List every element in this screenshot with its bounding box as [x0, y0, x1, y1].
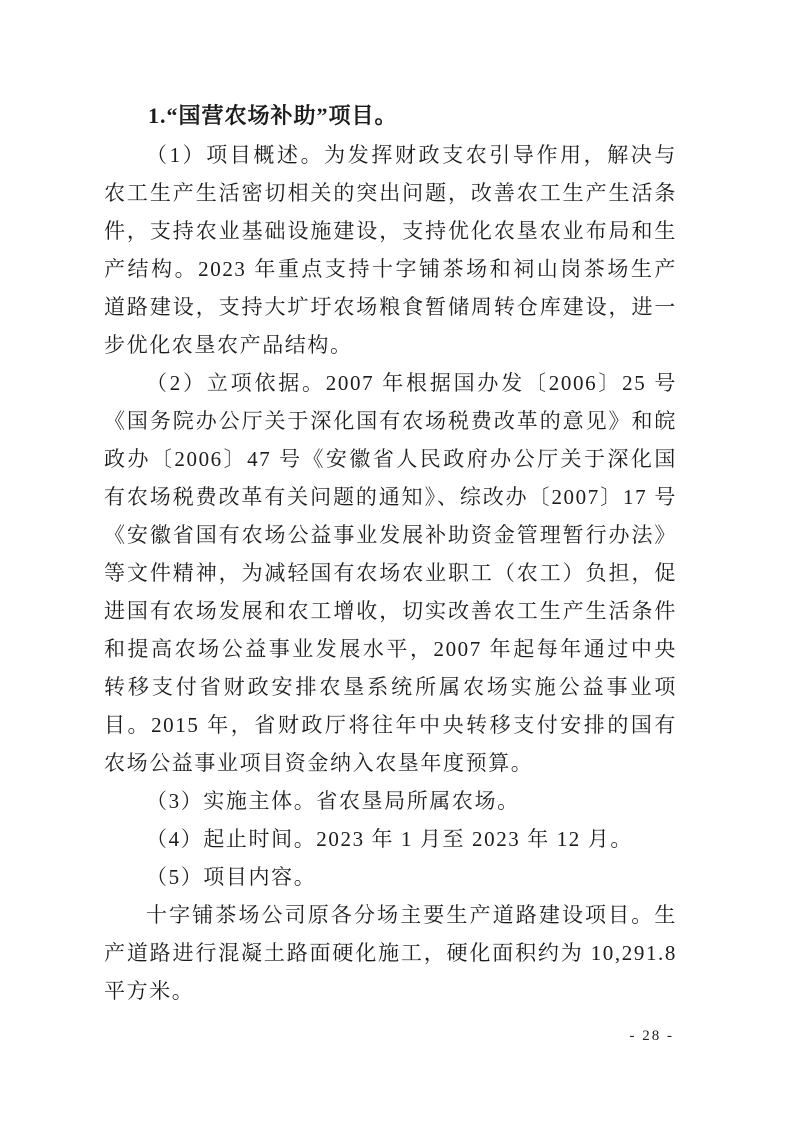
- paragraph-project-content-label: （5）项目内容。: [146, 865, 317, 889]
- paragraph-implementing-body: （3）实施主体。省农垦局所属农场。: [146, 789, 520, 813]
- page-number: - 28 -: [629, 1028, 674, 1044]
- paragraph-project-content-detail: 十字铺茶场公司原各分场主要生产道路建设项目。生产道路进行混凝土路面硬化施工，硬化面积约为 10,291.8 平方米。: [104, 903, 677, 1003]
- document-body: [104, 96, 677, 1010]
- paragraph-time-period: （4）起止时间。2023 年 1 月至 2023 年 12 月。: [146, 827, 633, 851]
- paragraph-project-basis: （2）立项依据。2007 年根据国办发〔2006〕25 号《国务院办公厅关于深化国有农场税费改革的意见》和皖政办〔2006〕47 号《安徽省人民政府办公厅关于深化国有农场税费改革有关问题的通知》、综改办〔2007〕17 号《安徽省国有农场公益事业发展补助资金管理暂行办法》等文件精神，为减轻国有农场农业职工（农工）负担，促进国有农场发展和农工增收，切实改善农工生产生活条件和提高农场公益事业发展水平，2007 年起每年通过中央转移支付省财政安排农垦系统所属农场实施公益事业项目。2015 年，省财政厅将往年中央转移支付安排的国有农场公益事业项目资金纳入农垦年度预算。: [104, 371, 677, 775]
- paragraph-project-overview: （1）项目概述。为发挥财政支农引导作用，解决与农工生产生活密切相关的突出问题，改善农工生产生活条件，支持农业基础设施建设，支持优化农垦农业布局和生产结构。2023 年重点支持十字铺茶场和祠山岗茶场生产道路建设，支持大圹圩农场粮食暂储周转仓库建设，进一步优化农垦农产品结构。: [104, 143, 677, 357]
- section-heading: 1.“国营农场补助”项目。: [148, 103, 398, 128]
